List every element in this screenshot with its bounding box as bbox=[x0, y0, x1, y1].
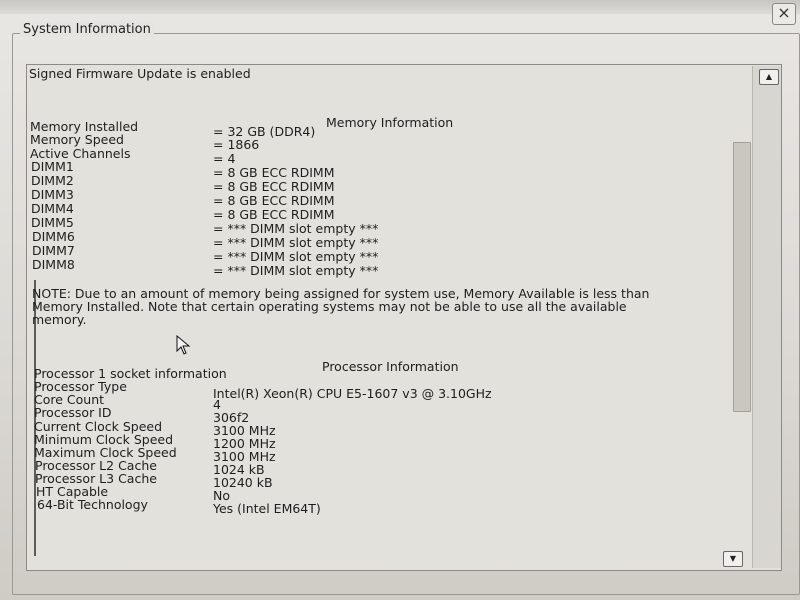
dimm7-label: DIMM7 bbox=[32, 243, 75, 258]
dimm2-label: DIMM2 bbox=[31, 173, 74, 188]
dimm4-label: DIMM4 bbox=[31, 201, 74, 216]
dimm3-value: = 8 GB ECC RDIMM bbox=[213, 193, 335, 208]
processor-l2-cache-value: 1024 kB bbox=[213, 462, 265, 477]
64bit-technology-label: 64-Bit Technology bbox=[37, 497, 148, 512]
dimm1-value: = 8 GB ECC RDIMM bbox=[213, 165, 335, 180]
dimm6-value: = *** DIMM slot empty *** bbox=[213, 235, 379, 250]
dimm8-value: = *** DIMM slot empty *** bbox=[213, 263, 379, 278]
window-top-bar bbox=[0, 0, 800, 14]
active-channels-value: = 4 bbox=[213, 151, 236, 166]
mouse-pointer-icon bbox=[176, 335, 192, 355]
processor-type-value: Intel(R) Xeon(R) CPU E5-1607 v3 @ 3.10GHz bbox=[213, 386, 492, 401]
maximum-clock-speed-value: 3100 MHz bbox=[213, 449, 276, 464]
processor-l2-cache-label: Processor L2 Cache bbox=[35, 458, 157, 473]
processor-id-label: Processor ID bbox=[34, 405, 112, 420]
processor-section-heading: Processor Information bbox=[322, 359, 459, 374]
dimm2-value: = 8 GB ECC RDIMM bbox=[213, 179, 335, 194]
processor-socket-label: Processor 1 socket information bbox=[34, 366, 227, 381]
dimm6-label: DIMM6 bbox=[32, 229, 75, 244]
memory-speed-label: Memory Speed bbox=[30, 132, 124, 147]
vertical-scrollbar[interactable] bbox=[752, 66, 781, 568]
minimum-clock-speed-value: 1200 MHz bbox=[213, 436, 276, 451]
core-count-label: Core Count bbox=[34, 392, 105, 407]
core-count-value: 4 bbox=[213, 397, 221, 412]
ht-capable-value: No bbox=[213, 488, 230, 503]
minimum-clock-speed-label: Minimum Clock Speed bbox=[34, 432, 174, 447]
processor-type-label: Processor Type bbox=[34, 379, 127, 394]
processor-l3-cache-label: Processor L3 Cache bbox=[35, 471, 157, 486]
scroll-down-button[interactable]: ▼ bbox=[723, 551, 743, 567]
firmware-status-text: Signed Firmware Update is enabled bbox=[29, 66, 251, 81]
scroll-thumb[interactable] bbox=[733, 142, 751, 412]
dimm3-label: DIMM3 bbox=[31, 187, 74, 202]
scroll-up-button[interactable]: ▲ bbox=[759, 69, 779, 85]
current-clock-speed-label: Current Clock Speed bbox=[34, 419, 163, 434]
memory-section-heading: Memory Information bbox=[326, 115, 454, 130]
close-button[interactable]: × bbox=[772, 3, 796, 25]
maximum-clock-speed-label: Maximum Clock Speed bbox=[34, 445, 177, 460]
dimm5-value: = *** DIMM slot empty *** bbox=[213, 221, 379, 236]
ht-capable-label: HT Capable bbox=[36, 484, 109, 499]
memory-installed-value: = 32 GB (DDR4) bbox=[213, 124, 316, 139]
memory-installed-label: Memory Installed bbox=[30, 119, 139, 134]
dimm5-label: DIMM5 bbox=[31, 215, 74, 230]
memory-note: NOTE: Due to an amount of memory being assigned for system use, Memory Available is less than Memory Installed. Note that certain operating systems may not be able to use all the available memory. bbox=[32, 286, 650, 327]
group-title: System Information bbox=[20, 22, 154, 37]
dimm7-value: = *** DIMM slot empty *** bbox=[213, 249, 379, 264]
dimm8-label: DIMM8 bbox=[32, 257, 75, 272]
dimm1-label: DIMM1 bbox=[31, 159, 74, 174]
memory-speed-value: = 1866 bbox=[213, 137, 260, 152]
active-channels-label: Active Channels bbox=[30, 146, 131, 161]
dimm4-value: = 8 GB ECC RDIMM bbox=[213, 207, 335, 222]
current-clock-speed-value: 3100 MHz bbox=[213, 423, 276, 438]
64bit-technology-value: Yes (Intel EM64T) bbox=[213, 501, 321, 516]
processor-l3-cache-value: 10240 kB bbox=[213, 475, 273, 490]
processor-id-value: 306f2 bbox=[213, 410, 250, 425]
